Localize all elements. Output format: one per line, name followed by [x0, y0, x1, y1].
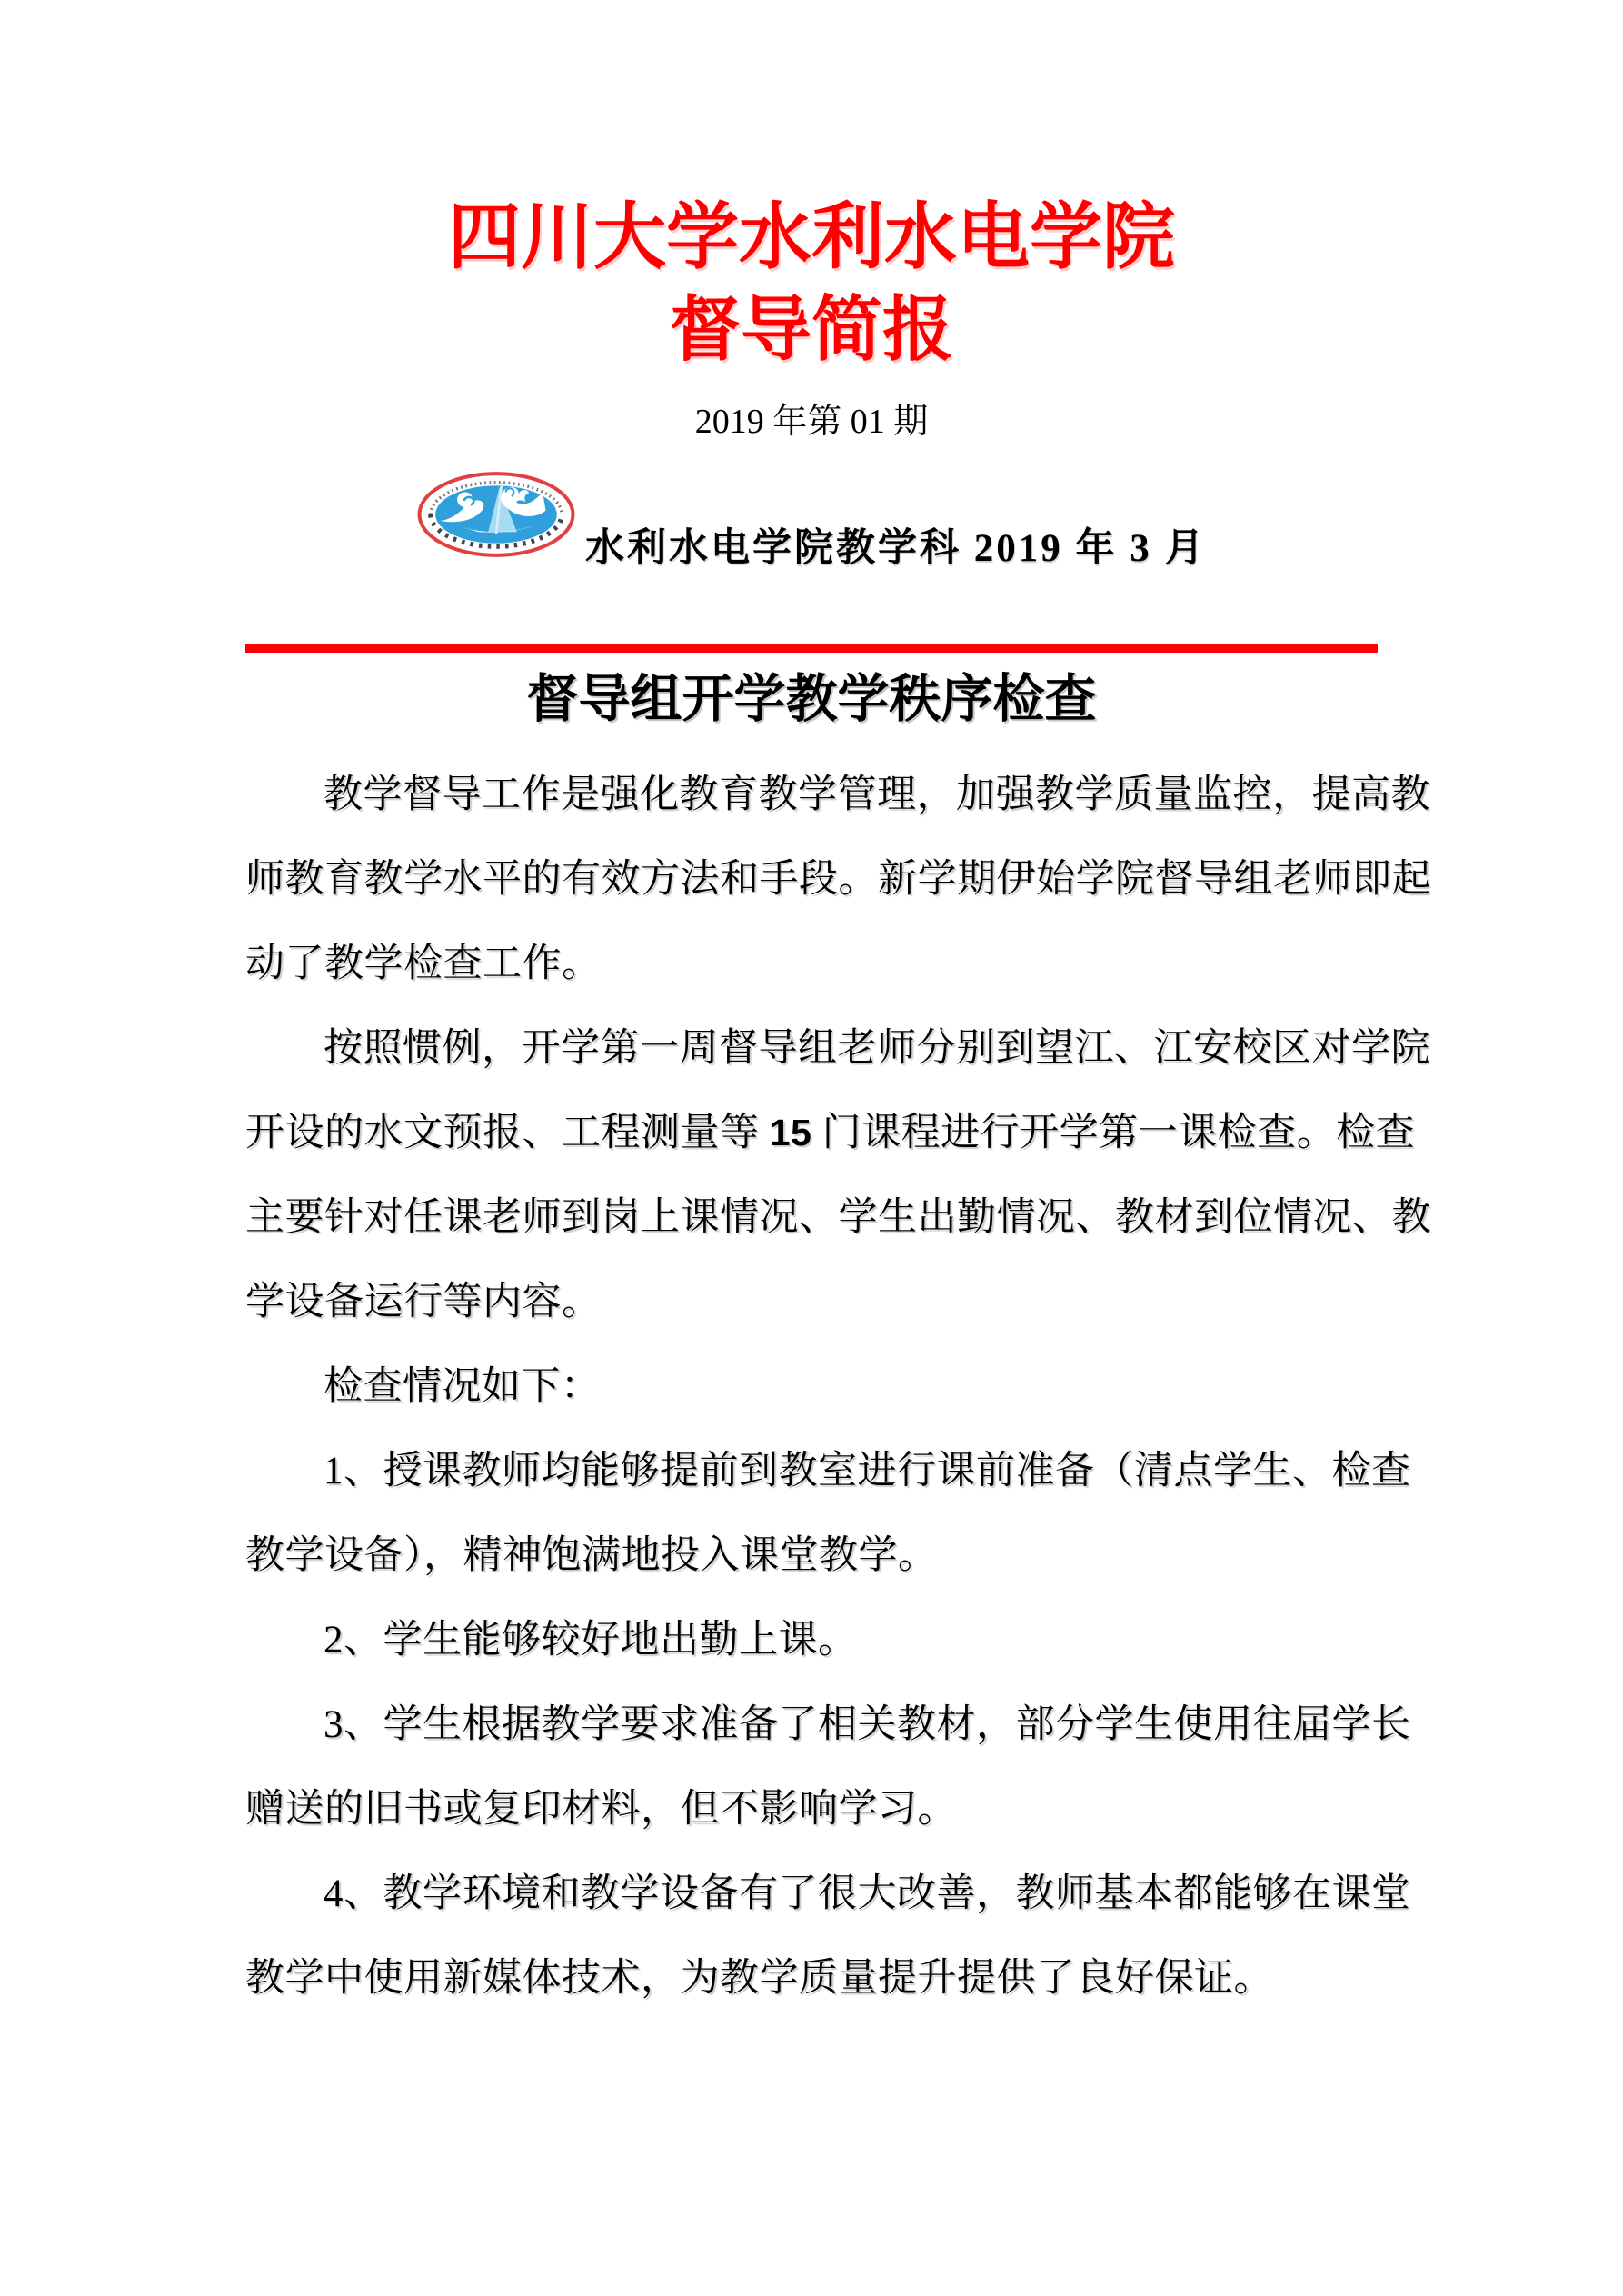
body-line-segment: 赠送的旧书或复印材料，但不影响学习。 — [245, 1788, 957, 1831]
body-line-segment: 3、学生根据教学要求准备了相关教材，部分学生使用往届学长 — [324, 1703, 1411, 1746]
body-line — [245, 1091, 1416, 1175]
body-line-segment: 教学设备），精神饱满地投入课堂教学。 — [245, 1534, 938, 1577]
body-line — [245, 1598, 1381, 1682]
body-line — [245, 1682, 1411, 1767]
body-line-segment: 动了教学检查工作。 — [245, 943, 602, 985]
body-line — [245, 753, 1430, 837]
body-line — [245, 922, 1381, 1006]
body-line-segment: 门课程进行开学第一课检查。检查 — [812, 1112, 1416, 1154]
body-line-segment: 师教育教学水平的有效方法和手段。新学期伊始学院督导组老师即起 — [245, 858, 1431, 901]
body-line-segment: 主要针对任课老师到岗上课情况、学生出勤情况、教材到位情况、教 — [245, 1196, 1431, 1239]
body-line-segment: 4、教学环境和教学设备有了很大改善，教师基本都能够在课堂 — [324, 1872, 1411, 1915]
newsletter-title-line1: 四川大学水利水电学院 — [448, 198, 1175, 278]
body-line-segment: 开设的水文预报、工程测量等 — [245, 1112, 770, 1154]
body-line-segment: 按照惯例，开学第一周督导组老师分别到望江、江安校区对学院 — [324, 1027, 1430, 1070]
body-line — [245, 1344, 1381, 1429]
section-heading: 督导组开学教学秩序检查 — [526, 671, 1097, 728]
red-divider-rule — [245, 644, 1378, 653]
body-line — [245, 1852, 1411, 1936]
body-line — [245, 1006, 1430, 1091]
body-line — [245, 1175, 1431, 1260]
body-line-segment: 15 — [769, 1112, 812, 1153]
body-line — [245, 1767, 1381, 1852]
logo-caption: 水利水电学院教学科 2019 年 3 月 — [585, 527, 1207, 570]
body-line-segment: 学设备运行等内容。 — [245, 1281, 602, 1323]
body-text — [245, 753, 1431, 2021]
body-line — [245, 1429, 1411, 1513]
body-line — [245, 837, 1431, 922]
body-line-segment: 教学督导工作是强化教育教学管理，加强教学质量监控，提高教 — [324, 774, 1430, 816]
issue-number: 2019 年第 01 期 — [694, 403, 929, 441]
college-logo-icon — [416, 471, 576, 558]
newsletter-title-line2: 督导简报 — [669, 290, 953, 369]
body-line — [245, 1936, 1381, 2021]
body-line — [245, 1513, 1381, 1598]
body-line-segment: 检查情况如下： — [324, 1365, 601, 1408]
body-line-segment: 1、授课教师均能够提前到教室进行课前准备（清点学生、检查 — [324, 1450, 1411, 1492]
body-line-segment: 2、学生能够较好地出勤上课。 — [324, 1619, 858, 1662]
body-line-segment: 教学中使用新媒体技术，为教学质量提升提供了良好保证。 — [245, 1957, 1273, 2000]
body-line — [245, 1260, 1381, 1344]
